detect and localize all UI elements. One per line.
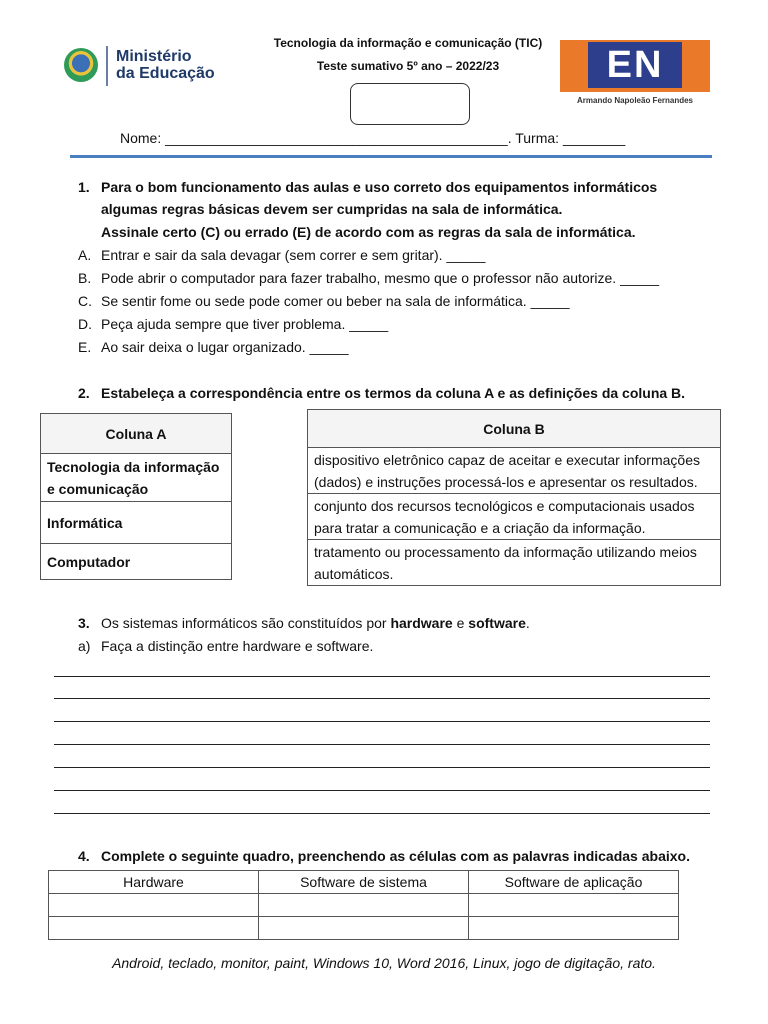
column-a-item-computador: Computador (41, 544, 232, 580)
q1-line3: Assinale certo (C) ou errado (E) de acordo com as regras da sala de informática. (101, 224, 636, 240)
school-logo-letters: EN (588, 42, 682, 88)
doc-subtitle: Teste sumativo 5º ano – 2022/23 (316, 59, 500, 73)
column-a-header: Coluna A (41, 414, 232, 454)
logo-divider (106, 46, 108, 86)
column-a-table (40, 413, 232, 580)
column-a-item-informatica: Informática (41, 502, 232, 544)
q3-text (101, 615, 530, 631)
q1-option-a: Entrar e sair da sala devagar (sem correr e sem gritar). _____ (101, 247, 486, 263)
header-divider (70, 155, 712, 158)
column-a-item-tic: Tecnologia da informação e comunicação (41, 454, 232, 502)
column-b-header: Coluna B (308, 410, 721, 448)
q3-text-start: Os sistemas informáticos são constituídos por (101, 615, 391, 631)
q3a-letter: a) (78, 638, 91, 654)
column-b-item-3: tratamento ou processamento da informação utilizando meios automáticos. (308, 540, 721, 586)
q4-number: 4. (78, 848, 90, 864)
col-header-software-aplicacao: Software de aplicação (469, 871, 679, 894)
q2-number: 2. (78, 385, 90, 401)
q3-number: 3. (78, 615, 90, 631)
doc-title: Tecnologia da informação e comunicação (TIC) (273, 36, 543, 50)
q1-option-e-letter: E. (78, 339, 92, 355)
national-emblem-icon (64, 48, 98, 82)
q3-software-term: software (468, 615, 526, 631)
table-cell[interactable] (259, 917, 469, 940)
q1-option-a-letter: A. (78, 247, 92, 263)
answer-line[interactable] (54, 744, 710, 745)
column-b-table (307, 409, 721, 586)
q4-text: Complete o seguinte quadro, preenchendo as células com as palavras indicadas abaixo. (101, 848, 690, 864)
q1-option-e: Ao sair deixa o lugar organizado. _____ (101, 339, 349, 355)
q1-option-b: Pode abrir o computador para fazer trabalho, mesmo que o professor não autorize. _____ (101, 270, 659, 286)
q1-option-d: Peça ajuda sempre que tiver problema. _____ (101, 316, 389, 332)
answer-line[interactable] (54, 676, 710, 677)
q1-option-b-letter: B. (78, 270, 92, 286)
q1-option-c: Se sentir fome ou sede pode comer ou beber na sala de informática. _____ (101, 293, 570, 309)
q1-number: 1. (78, 179, 90, 195)
table-cell[interactable] (469, 894, 679, 917)
answer-line[interactable] (54, 698, 710, 699)
q3-text-end: . (525, 615, 530, 631)
answer-line[interactable] (54, 813, 710, 814)
q3-hardware-term: hardware (390, 615, 453, 631)
table-cell[interactable] (259, 894, 469, 917)
q1-option-c-letter: C. (78, 293, 92, 309)
column-b-item-1: dispositivo eletrônico capaz de aceitar e executar informações (dados) e instruções processá-los e apresentar os resultados. (308, 448, 721, 494)
ministry-name-line2: da Educação (116, 65, 215, 82)
q3a-text: Faça a distinção entre hardware e software. (101, 638, 374, 654)
q2-text: Estabeleça a correspondência entre os termos da coluna A e as definições da coluna B. (101, 385, 686, 401)
name-class-line: Nome: ____________________________________________. Turma: ________ (120, 130, 626, 146)
column-b-item-2: conjunto dos recursos tecnológicos e computacionais usados para tratar a comunicação e a criação da informação. (308, 494, 721, 540)
q1-line1: Para o bom funcionamento das aulas e uso correto dos equipamentos informáticos (101, 179, 658, 195)
q1-line2: algumas regras básicas devem ser cumpridas na sala de informática. (101, 201, 563, 217)
col-header-software-sistema: Software de sistema (259, 871, 469, 894)
word-bank: Android, teclado, monitor, paint, Windows 10, Word 2016, Linux, jogo de digitação, rato. (112, 955, 656, 971)
ministry-logo (62, 44, 232, 88)
answer-line[interactable] (54, 790, 710, 791)
classification-table (48, 870, 679, 940)
q1-option-d-letter: D. (78, 316, 92, 332)
table-cell[interactable] (49, 917, 259, 940)
school-logo (560, 40, 710, 108)
school-name: Armando Napoleão Fernandes (576, 96, 694, 105)
school-logo-block (560, 40, 710, 92)
q3-text-mid: e (452, 615, 469, 631)
grade-box (350, 83, 470, 125)
ministry-name-line1: Ministério (116, 48, 192, 65)
answer-line[interactable] (54, 767, 710, 768)
table-cell[interactable] (49, 894, 259, 917)
answer-line[interactable] (54, 721, 710, 722)
col-header-hardware: Hardware (49, 871, 259, 894)
table-cell[interactable] (469, 917, 679, 940)
